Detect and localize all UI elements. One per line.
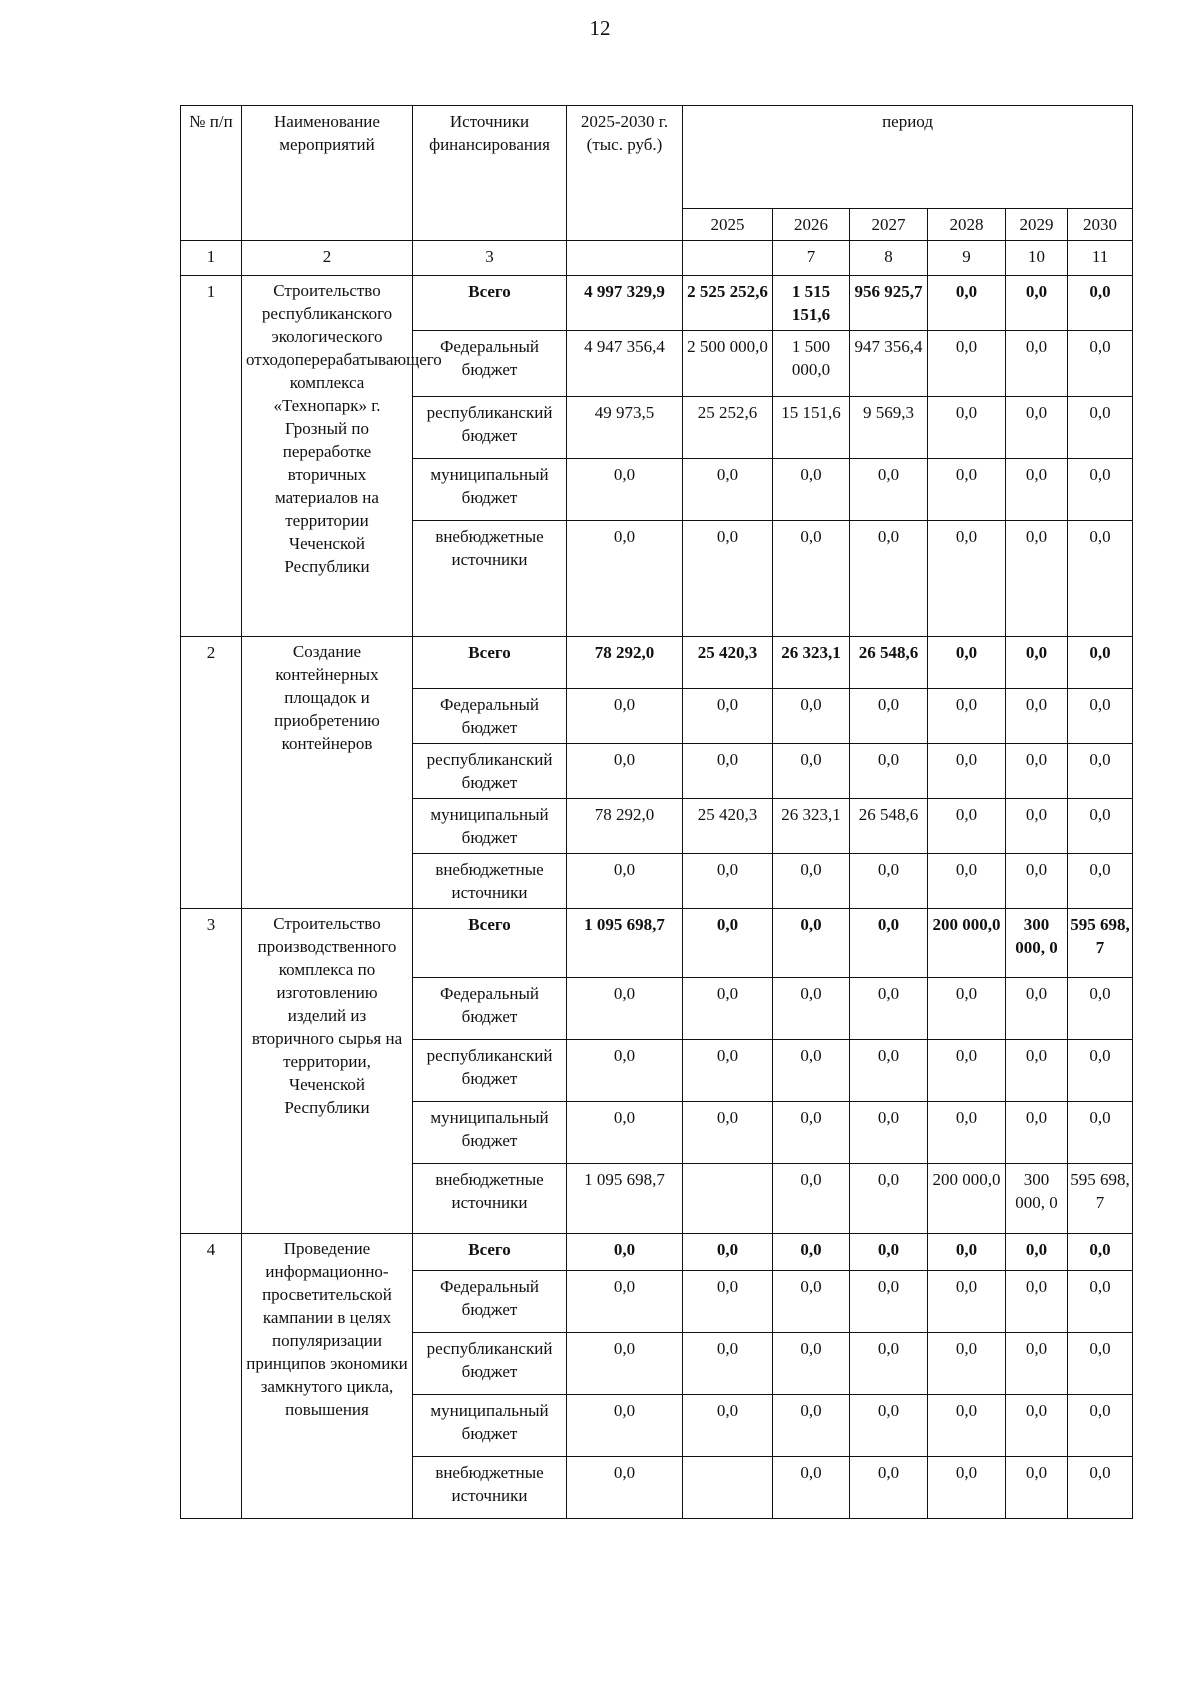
table-body [181, 276, 1133, 1519]
index-cell: 2 [242, 241, 413, 276]
year-amount-cell: 0,0 [773, 1395, 850, 1457]
header-name: Наименование мероприятий [242, 106, 413, 241]
year-amount-cell: 200 000,0 [928, 909, 1006, 978]
year-amount-cell: 0,0 [683, 1102, 773, 1164]
total-amount-cell: 0,0 [567, 978, 683, 1040]
year-amount-cell: 0,0 [1006, 397, 1068, 459]
year-amount-cell: 0,0 [773, 521, 850, 637]
year-amount-cell: 0,0 [1068, 1333, 1133, 1395]
index-row [181, 241, 1133, 276]
total-amount-cell: 78 292,0 [567, 799, 683, 854]
total-amount-cell: 4 947 356,4 [567, 331, 683, 397]
year-amount-cell: 0,0 [850, 689, 928, 744]
year-amount-cell: 2 500 000,0 [683, 331, 773, 397]
year-amount-cell: 0,0 [850, 1395, 928, 1457]
year-amount-cell: 0,0 [850, 744, 928, 799]
total-amount-cell: 0,0 [567, 1271, 683, 1333]
funding-source: Всего [413, 1234, 567, 1271]
index-cell [567, 241, 683, 276]
year-header: 2026 [773, 209, 850, 241]
year-amount-cell: 1 500 000,0 [773, 331, 850, 397]
table-row-total [181, 276, 1133, 331]
year-amount-cell: 595 698, 7 [1068, 1164, 1133, 1234]
year-amount-cell: 0,0 [683, 1271, 773, 1333]
year-amount-cell: 0,0 [1006, 799, 1068, 854]
total-amount-cell: 0,0 [567, 854, 683, 909]
table-row-total [181, 909, 1133, 978]
total-amount-cell: 0,0 [567, 1395, 683, 1457]
header-num: № п/п [181, 106, 242, 241]
year-amount-cell: 0,0 [850, 1457, 928, 1519]
index-cell: 1 [181, 241, 242, 276]
year-amount-cell: 0,0 [1068, 978, 1133, 1040]
year-amount-cell: 0,0 [1068, 1395, 1133, 1457]
funding-source: республиканский бюджет [413, 397, 567, 459]
total-amount-cell: 1 095 698,7 [567, 1164, 683, 1234]
year-amount-cell: 0,0 [1006, 521, 1068, 637]
year-amount-cell: 26 323,1 [773, 799, 850, 854]
year-amount-cell: 0,0 [928, 331, 1006, 397]
total-amount-cell: 78 292,0 [567, 637, 683, 689]
funding-source: Всего [413, 909, 567, 978]
year-amount-cell: 0,0 [1006, 1040, 1068, 1102]
year-amount-cell: 0,0 [773, 1271, 850, 1333]
year-amount-cell: 0,0 [773, 1040, 850, 1102]
total-amount-cell: 0,0 [567, 1457, 683, 1519]
index-cell: 10 [1006, 241, 1068, 276]
year-amount-cell: 26 548,6 [850, 799, 928, 854]
year-amount-cell: 0,0 [683, 1040, 773, 1102]
year-amount-cell: 0,0 [1068, 744, 1133, 799]
year-amount-cell: 0,0 [928, 1457, 1006, 1519]
year-amount-cell: 0,0 [1006, 637, 1068, 689]
year-amount-cell [683, 1457, 773, 1519]
year-amount-cell: 0,0 [928, 1395, 1006, 1457]
funding-source: внебюджетные источники [413, 1164, 567, 1234]
year-amount-cell: 0,0 [1068, 1271, 1133, 1333]
year-amount-cell: 0,0 [850, 909, 928, 978]
year-amount-cell: 25 252,6 [683, 397, 773, 459]
year-amount-cell: 0,0 [928, 1040, 1006, 1102]
year-amount-cell: 26 323,1 [773, 637, 850, 689]
year-amount-cell: 0,0 [850, 1102, 928, 1164]
total-amount-cell: 0,0 [567, 689, 683, 744]
funding-source: Федеральный бюджет [413, 689, 567, 744]
year-header: 2029 [1006, 209, 1068, 241]
year-amount-cell: 0,0 [1068, 1040, 1133, 1102]
year-amount-cell: 0,0 [928, 799, 1006, 854]
year-amount-cell: 0,0 [928, 1271, 1006, 1333]
year-amount-cell: 0,0 [683, 459, 773, 521]
year-amount-cell: 0,0 [773, 744, 850, 799]
year-amount-cell: 0,0 [928, 397, 1006, 459]
year-amount-cell: 2 525 252,6 [683, 276, 773, 331]
year-amount-cell: 0,0 [1068, 276, 1133, 331]
year-amount-cell: 0,0 [1068, 1457, 1133, 1519]
year-header: 2030 [1068, 209, 1133, 241]
funding-source: республиканский бюджет [413, 1333, 567, 1395]
event-name: Строительство производственного комплекса по изготовлению изделий из вторичного сырья на территории, Чеченской Республики [242, 909, 413, 1234]
funding-source: Всего [413, 276, 567, 331]
year-amount-cell: 300 000, 0 [1006, 909, 1068, 978]
year-amount-cell: 0,0 [773, 1333, 850, 1395]
year-amount-cell: 0,0 [1068, 637, 1133, 689]
total-amount-cell: 0,0 [567, 1102, 683, 1164]
year-amount-cell: 0,0 [683, 854, 773, 909]
year-amount-cell: 0,0 [928, 521, 1006, 637]
table-row-total [181, 1234, 1133, 1271]
year-amount-cell [683, 1164, 773, 1234]
year-amount-cell: 0,0 [1006, 978, 1068, 1040]
year-amount-cell: 0,0 [928, 1333, 1006, 1395]
index-cell: 11 [1068, 241, 1133, 276]
year-amount-cell: 0,0 [850, 854, 928, 909]
year-amount-cell: 0,0 [773, 689, 850, 744]
year-amount-cell: 0,0 [850, 521, 928, 637]
year-amount-cell: 956 925,7 [850, 276, 928, 331]
year-amount-cell: 0,0 [1006, 1234, 1068, 1271]
year-amount-cell: 1 515 151,6 [773, 276, 850, 331]
total-amount-cell: 0,0 [567, 459, 683, 521]
year-amount-cell: 0,0 [773, 1102, 850, 1164]
funding-source: республиканский бюджет [413, 744, 567, 799]
total-amount-cell: 1 095 698,7 [567, 909, 683, 978]
funding-source: муниципальный бюджет [413, 1395, 567, 1457]
index-cell [683, 241, 773, 276]
year-amount-cell: 0,0 [1006, 689, 1068, 744]
year-header: 2027 [850, 209, 928, 241]
header-total: 2025-2030 г. (тыс. руб.) [567, 106, 683, 241]
year-amount-cell: 15 151,6 [773, 397, 850, 459]
funding-source: Федеральный бюджет [413, 1271, 567, 1333]
year-amount-cell: 0,0 [928, 276, 1006, 331]
event-number: 3 [181, 909, 242, 1234]
year-amount-cell: 25 420,3 [683, 637, 773, 689]
year-amount-cell: 0,0 [850, 1164, 928, 1234]
year-amount-cell: 0,0 [1068, 854, 1133, 909]
year-amount-cell: 0,0 [928, 1102, 1006, 1164]
year-amount-cell: 947 356,4 [850, 331, 928, 397]
year-amount-cell: 0,0 [1006, 1395, 1068, 1457]
year-amount-cell: 0,0 [1068, 459, 1133, 521]
year-amount-cell: 200 000,0 [928, 1164, 1006, 1234]
funding-source: Федеральный бюджет [413, 331, 567, 397]
year-amount-cell: 0,0 [850, 978, 928, 1040]
year-amount-cell: 0,0 [1006, 459, 1068, 521]
year-amount-cell: 25 420,3 [683, 799, 773, 854]
event-number: 2 [181, 637, 242, 909]
year-amount-cell: 0,0 [773, 854, 850, 909]
year-amount-cell: 0,0 [1068, 521, 1133, 637]
total-amount-cell: 0,0 [567, 521, 683, 637]
total-amount-cell: 4 997 329,9 [567, 276, 683, 331]
year-amount-cell: 0,0 [1006, 1102, 1068, 1164]
event-name: Строительство республиканского экологического отходоперерабатывающего комплекса «Технопарк» г. Грозный по переработке вторичных материалов на территории Чеченской Республики [242, 276, 413, 637]
year-amount-cell: 0,0 [1068, 1102, 1133, 1164]
event-name: Создание контейнерных площадок и приобретению контейнеров [242, 637, 413, 909]
funding-source: республиканский бюджет [413, 1040, 567, 1102]
year-amount-cell: 0,0 [1006, 854, 1068, 909]
total-amount-cell: 0,0 [567, 1333, 683, 1395]
year-amount-cell: 0,0 [1006, 1457, 1068, 1519]
year-amount-cell: 0,0 [1006, 331, 1068, 397]
funding-source: внебюджетные источники [413, 521, 567, 637]
year-amount-cell: 0,0 [683, 909, 773, 978]
year-amount-cell: 0,0 [1068, 689, 1133, 744]
year-amount-cell: 0,0 [683, 1395, 773, 1457]
funding-source: Федеральный бюджет [413, 978, 567, 1040]
year-amount-cell: 0,0 [928, 459, 1006, 521]
year-amount-cell: 0,0 [1006, 744, 1068, 799]
total-amount-cell: 0,0 [567, 1234, 683, 1271]
year-amount-cell: 0,0 [928, 978, 1006, 1040]
year-amount-cell: 0,0 [1006, 1333, 1068, 1395]
index-cell: 7 [773, 241, 850, 276]
year-amount-cell: 0,0 [773, 909, 850, 978]
header-period: период [683, 106, 1133, 209]
year-amount-cell: 0,0 [683, 744, 773, 799]
year-amount-cell: 0,0 [850, 1333, 928, 1395]
year-amount-cell: 0,0 [1068, 397, 1133, 459]
table-row-total [181, 637, 1133, 689]
year-amount-cell: 0,0 [1068, 331, 1133, 397]
year-amount-cell: 26 548,6 [850, 637, 928, 689]
year-amount-cell: 0,0 [928, 854, 1006, 909]
index-cell: 9 [928, 241, 1006, 276]
header-source: Источники финансирования [413, 106, 567, 241]
year-amount-cell: 0,0 [773, 459, 850, 521]
year-amount-cell: 0,0 [683, 1234, 773, 1271]
funding-source: муниципальный бюджет [413, 799, 567, 854]
year-amount-cell: 0,0 [928, 1234, 1006, 1271]
year-amount-cell: 595 698, 7 [1068, 909, 1133, 978]
year-header: 2025 [683, 209, 773, 241]
funding-source: муниципальный бюджет [413, 1102, 567, 1164]
year-amount-cell: 0,0 [773, 978, 850, 1040]
total-amount-cell: 49 973,5 [567, 397, 683, 459]
year-amount-cell: 0,0 [683, 978, 773, 1040]
budget-table [180, 105, 1133, 1519]
year-amount-cell: 0,0 [1068, 799, 1133, 854]
year-amount-cell: 0,0 [773, 1457, 850, 1519]
year-amount-cell: 0,0 [928, 689, 1006, 744]
funding-source: внебюджетные источники [413, 1457, 567, 1519]
year-header: 2028 [928, 209, 1006, 241]
index-cell: 3 [413, 241, 567, 276]
year-amount-cell: 0,0 [928, 744, 1006, 799]
year-amount-cell: 300 000, 0 [1006, 1164, 1068, 1234]
year-amount-cell: 0,0 [850, 1234, 928, 1271]
year-amount-cell: 0,0 [683, 689, 773, 744]
year-amount-cell: 0,0 [683, 1333, 773, 1395]
year-amount-cell: 0,0 [928, 637, 1006, 689]
year-amount-cell: 0,0 [1006, 1271, 1068, 1333]
total-amount-cell: 0,0 [567, 1040, 683, 1102]
year-amount-cell: 9 569,3 [850, 397, 928, 459]
total-amount-cell: 0,0 [567, 744, 683, 799]
funding-source: внебюджетные источники [413, 854, 567, 909]
year-amount-cell: 0,0 [1068, 1234, 1133, 1271]
year-amount-cell: 0,0 [850, 459, 928, 521]
year-amount-cell: 0,0 [850, 1040, 928, 1102]
event-number: 1 [181, 276, 242, 637]
year-amount-cell: 0,0 [850, 1271, 928, 1333]
funding-source: муниципальный бюджет [413, 459, 567, 521]
index-cell: 8 [850, 241, 928, 276]
page-number: 12 [589, 16, 611, 40]
year-amount-cell: 0,0 [773, 1234, 850, 1271]
year-amount-cell: 0,0 [683, 521, 773, 637]
event-number: 4 [181, 1234, 242, 1519]
year-amount-cell: 0,0 [773, 1164, 850, 1234]
year-amount-cell: 0,0 [1006, 276, 1068, 331]
funding-source: Всего [413, 637, 567, 689]
event-name: Проведение информационно-просветительской кампании в целях популяризации принципов экономики замкнутого цикла, повышения [242, 1234, 413, 1519]
